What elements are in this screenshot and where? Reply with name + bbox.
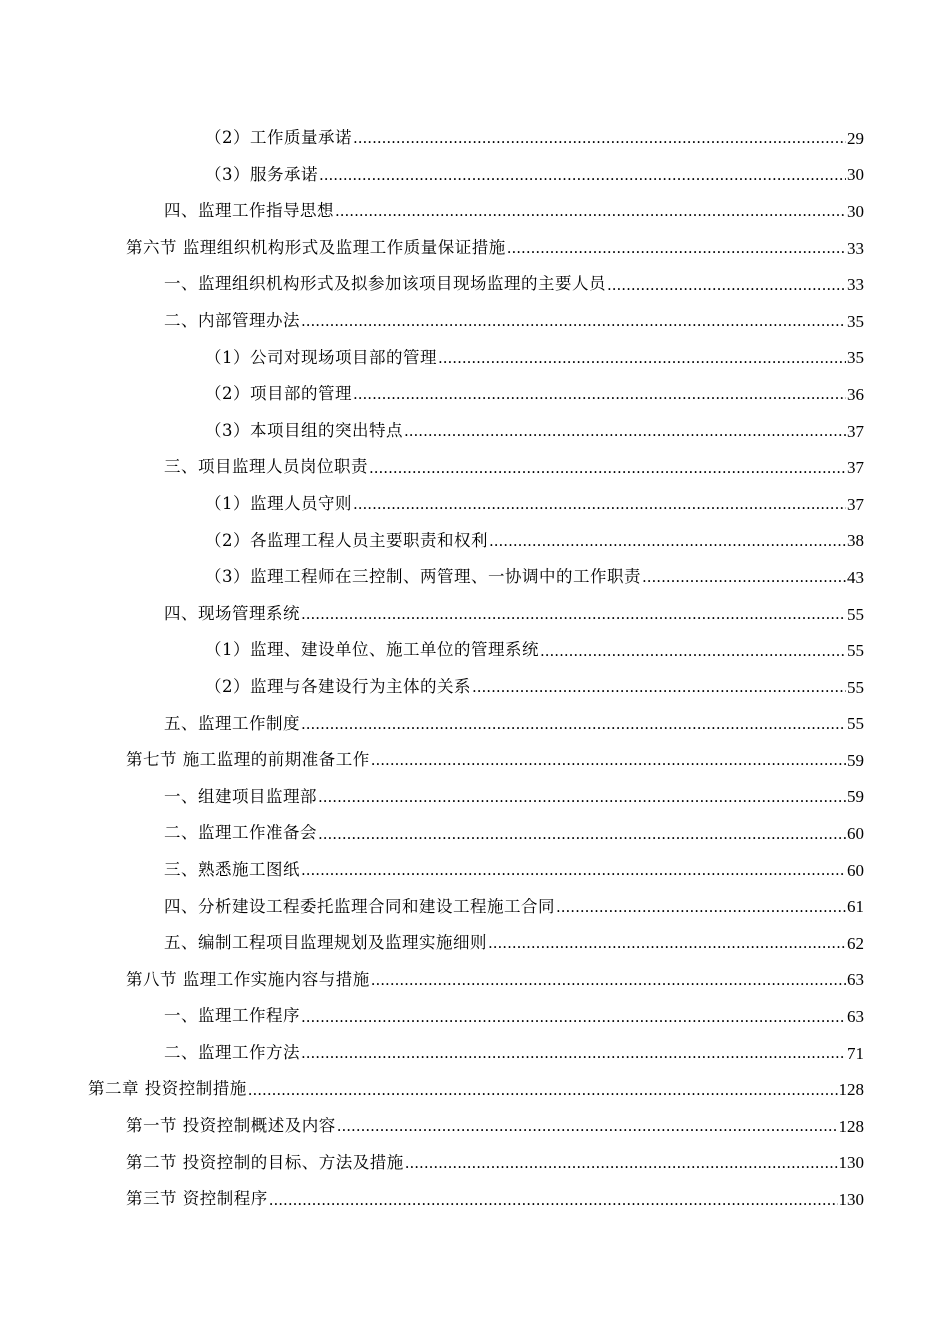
toc-entry-title: （1）监理、建设单位、施工单位的管理系统 [205,640,539,660]
dot-leader [318,825,846,843]
toc-entry[interactable] [0,1145,950,1182]
table-of-contents [0,120,950,1218]
toc-entry-page: 33 [847,275,864,295]
dot-leader [369,459,846,477]
toc-entry[interactable] [0,486,950,523]
toc-entry-title: （2）监理与各建设行为主体的关系 [205,676,471,696]
toc-entry-page: 55 [847,714,864,734]
dot-leader [489,532,846,550]
toc-entry-title: 第八节 监理工作实施内容与措施 [126,969,370,989]
toc-entry-page: 63 [847,1007,864,1027]
toc-entry[interactable] [0,1035,950,1072]
dot-leader [607,276,846,294]
dot-leader [371,971,846,989]
toc-entry[interactable] [0,266,950,303]
dot-leader [318,788,846,806]
toc-entry[interactable] [0,888,950,925]
toc-entry-title: 二、监理工作方法 [164,1042,300,1062]
toc-entry-title: （3）本项目组的突出特点 [205,420,403,440]
dot-leader [248,1081,838,1099]
dot-leader [507,239,846,257]
toc-entry[interactable] [0,925,950,962]
dot-leader [269,1191,838,1209]
toc-entry[interactable] [0,815,950,852]
dot-leader [301,715,846,733]
toc-entry-title: 四、分析建设工程委托监理合同和建设工程施工合同 [164,896,555,916]
toc-entry[interactable] [0,340,950,377]
toc-entry-page: 35 [847,311,864,331]
toc-entry-title: 二、内部管理办法 [164,311,300,331]
toc-entry-page: 30 [847,165,864,185]
toc-entry-title: 一、组建项目监理部 [164,786,317,806]
toc-entry-page: 37 [847,458,864,478]
toc-entry-title: 五、编制工程项目监理规划及监理实施细则 [164,933,487,953]
toc-entry-page: 30 [847,201,864,221]
dot-leader [404,422,846,440]
toc-entry[interactable] [0,706,950,743]
toc-entry-page: 128 [838,1080,864,1100]
toc-entry-title: 四、现场管理系统 [164,603,300,623]
toc-entry[interactable] [0,303,950,340]
dot-leader [337,1117,838,1135]
toc-entry-title: （3）服务承诺 [205,164,318,184]
toc-entry-page: 61 [847,897,864,917]
toc-entry-page: 33 [847,238,864,258]
toc-entry[interactable] [0,669,950,706]
toc-entry-title: 三、熟悉施工图纸 [164,859,300,879]
toc-entry-page: 55 [847,641,864,661]
toc-entry[interactable] [0,1108,950,1145]
toc-entry-title: 二、监理工作准备会 [164,823,317,843]
toc-entry-page: 29 [847,128,864,148]
dot-leader [438,349,846,367]
dot-leader [556,898,846,916]
toc-entry[interactable] [0,1181,950,1218]
toc-entry[interactable] [0,376,950,413]
toc-entry-title: 四、监理工作指导思想 [164,201,334,221]
toc-entry-title: （2）工作质量承诺 [205,128,352,148]
dot-leader [353,495,846,513]
dot-leader [301,1044,846,1062]
toc-entry-page: 35 [847,348,864,368]
toc-entry-title: 第六节 监理组织机构形式及监理工作质量保证措施 [126,237,506,257]
toc-entry-page: 60 [847,824,864,844]
toc-entry[interactable] [0,413,950,450]
dot-leader [301,605,846,623]
toc-entry-title: 三、项目监理人员岗位职责 [164,457,368,477]
toc-entry-title: 第二节 投资控制的目标、方法及措施 [126,1152,404,1172]
toc-entry-page: 59 [847,750,864,770]
toc-entry[interactable] [0,523,950,560]
toc-entry[interactable] [0,779,950,816]
toc-entry-page: 128 [838,1116,864,1136]
dot-leader [540,642,846,660]
dot-leader [319,166,846,184]
toc-entry-page: 71 [847,1043,864,1063]
dot-leader [371,751,846,769]
dot-leader [488,934,846,952]
dot-leader [335,202,846,220]
toc-entry-title: 一、监理工作程序 [164,1006,300,1026]
dot-leader [472,678,846,696]
dot-leader [301,312,846,330]
toc-entry-title: 第二章 投资控制措施 [88,1079,247,1099]
toc-entry-page: 130 [838,1190,864,1210]
toc-entry[interactable] [0,449,950,486]
toc-entry-page: 55 [847,677,864,697]
toc-entry-page: 130 [838,1153,864,1173]
dot-leader [642,568,846,586]
toc-entry[interactable] [0,962,950,999]
toc-entry-page: 37 [847,421,864,441]
toc-entry-title: （1）公司对现场项目部的管理 [205,347,437,367]
toc-entry-page: 59 [847,787,864,807]
toc-entry-page: 63 [847,970,864,990]
toc-entry-title: 第一节 投资控制概述及内容 [126,1116,336,1136]
toc-entry[interactable] [0,596,950,633]
toc-entry-page: 43 [847,567,864,587]
toc-entry-page: 55 [847,604,864,624]
dot-leader [301,861,846,879]
toc-entry-page: 60 [847,860,864,880]
toc-entry-title: 第七节 施工监理的前期准备工作 [126,750,370,770]
toc-entry[interactable] [0,230,950,267]
toc-entry[interactable] [0,632,950,669]
toc-entry[interactable] [0,742,950,779]
toc-entry-page: 38 [847,531,864,551]
toc-entry-page: 62 [847,933,864,953]
toc-entry[interactable] [0,559,950,596]
dot-leader [405,1154,838,1172]
toc-entry-title: 五、监理工作制度 [164,713,300,733]
toc-entry[interactable] [0,120,950,157]
dot-leader [353,385,846,403]
toc-entry-page: 36 [847,384,864,404]
toc-entry[interactable] [0,157,950,194]
toc-entry-title: （3）监理工程师在三控制、两管理、一协调中的工作职责 [205,567,641,587]
dot-leader [353,129,846,147]
toc-entry-title: 第三节 资控制程序 [126,1189,268,1209]
toc-entry-title: 一、监理组织机构形式及拟参加该项目现场监理的主要人员 [164,274,606,294]
toc-entry[interactable] [0,193,950,230]
toc-entry-title: （2）项目部的管理 [205,384,352,404]
toc-entry-title: （2）各监理工程人员主要职责和权利 [205,530,488,550]
toc-entry[interactable] [0,1071,950,1108]
toc-entry[interactable] [0,852,950,889]
toc-entry[interactable] [0,998,950,1035]
toc-entry-title: （1）监理人员守则 [205,493,352,513]
toc-entry-page: 37 [847,494,864,514]
dot-leader [301,1008,846,1026]
